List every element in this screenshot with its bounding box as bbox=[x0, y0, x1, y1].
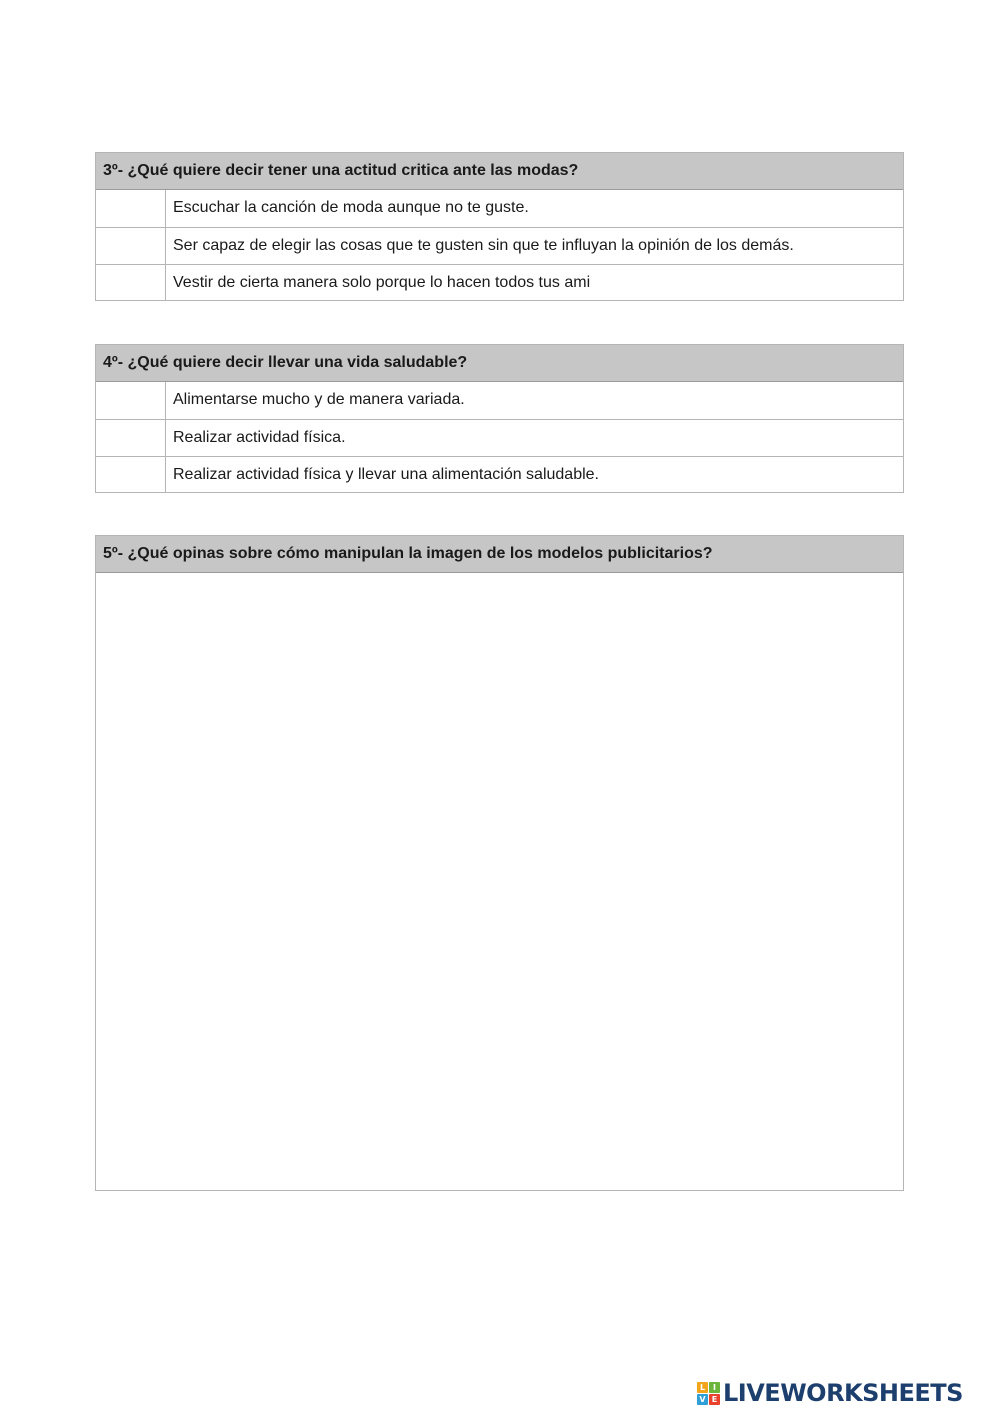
logo-letter-v: V bbox=[697, 1394, 708, 1405]
question-3-option-3 bbox=[96, 264, 903, 301]
question-3 bbox=[95, 152, 904, 301]
question-5-title: 5º- ¿Qué opinas sobre cómo manipulan la imagen de los modelos publicitarios? bbox=[96, 536, 903, 573]
question-3-title: 3º- ¿Qué quiere decir tener una actitud critica ante las modas? bbox=[96, 153, 903, 190]
answer-box[interactable] bbox=[96, 265, 166, 301]
logo-letter-i: I bbox=[709, 1382, 720, 1393]
question-4-option-3 bbox=[96, 456, 903, 493]
option-label: Vestir de cierta manera solo porque lo hacen todos tus ami bbox=[173, 274, 591, 291]
answer-box[interactable] bbox=[96, 382, 166, 419]
question-4-title: 4º- ¿Qué quiere decir llevar una vida saludable? bbox=[96, 345, 903, 382]
answer-box[interactable] bbox=[96, 190, 166, 227]
option-label: Realizar actividad física y llevar una alimentación saludable. bbox=[173, 466, 599, 483]
question-4-option-2 bbox=[96, 419, 903, 456]
logo-text: LIVEWORKSHEETS bbox=[723, 1379, 963, 1407]
open-answer-field[interactable] bbox=[96, 573, 903, 1190]
answer-box[interactable] bbox=[96, 420, 166, 456]
question-3-option-1 bbox=[96, 190, 903, 227]
option-label: Ser capaz de elegir las cosas que te gusten sin que te influyan la opinión de los demás. bbox=[173, 237, 794, 254]
logo-icon bbox=[697, 1382, 720, 1405]
question-5 bbox=[95, 535, 904, 1191]
option-label: Realizar actividad física. bbox=[173, 429, 346, 446]
option-label: Escuchar la canción de moda aunque no te guste. bbox=[173, 199, 529, 216]
logo-letter-e: E bbox=[709, 1394, 720, 1405]
question-4-option-1 bbox=[96, 382, 903, 419]
answer-box[interactable] bbox=[96, 228, 166, 264]
answer-box[interactable] bbox=[96, 457, 166, 493]
logo-letter-l: L bbox=[697, 1382, 708, 1393]
question-3-option-2 bbox=[96, 227, 903, 264]
liveworksheets-logo bbox=[697, 1378, 963, 1408]
question-4 bbox=[95, 344, 904, 493]
option-label: Alimentarse mucho y de manera variada. bbox=[173, 391, 465, 408]
